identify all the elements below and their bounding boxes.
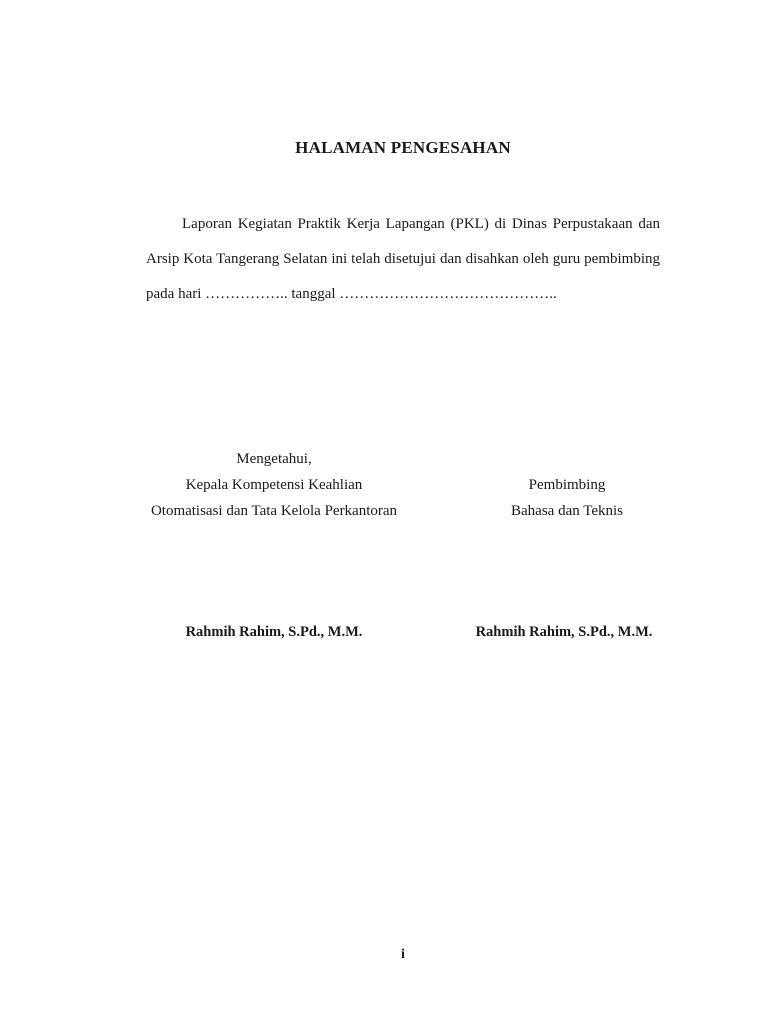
signature-block-left — [128, 446, 420, 524]
left-department: Otomatisasi dan Tata Kelola Perkantoran — [150, 503, 398, 519]
right-position-title: Pembimbing — [528, 477, 606, 493]
acknowledge-label: Mengetahui, — [236, 451, 312, 467]
page-number: i — [401, 947, 405, 962]
page-title: HALAMAN PENGESAHAN — [295, 138, 511, 157]
left-position-title: Kepala Kompetensi Keahlian — [185, 477, 363, 493]
approval-paragraph: Laporan Kegiatan Praktik Kerja Lapangan (PKL) di Dinas Perpustakaan dan Arsip Kota Tangerang Selatan ini telah disetujui dan disahkan oleh guru pembimbing pada hari …………….. tanggal …………………………………….. — [146, 216, 660, 302]
right-signatory-name: Rahmih Rahim, S.Pd., M.M. — [475, 624, 653, 640]
right-department: Bahasa dan Teknis — [511, 503, 623, 519]
left-signatory-name: Rahmih Rahim, S.Pd., M.M. — [185, 624, 363, 640]
signature-block-right — [440, 472, 694, 524]
